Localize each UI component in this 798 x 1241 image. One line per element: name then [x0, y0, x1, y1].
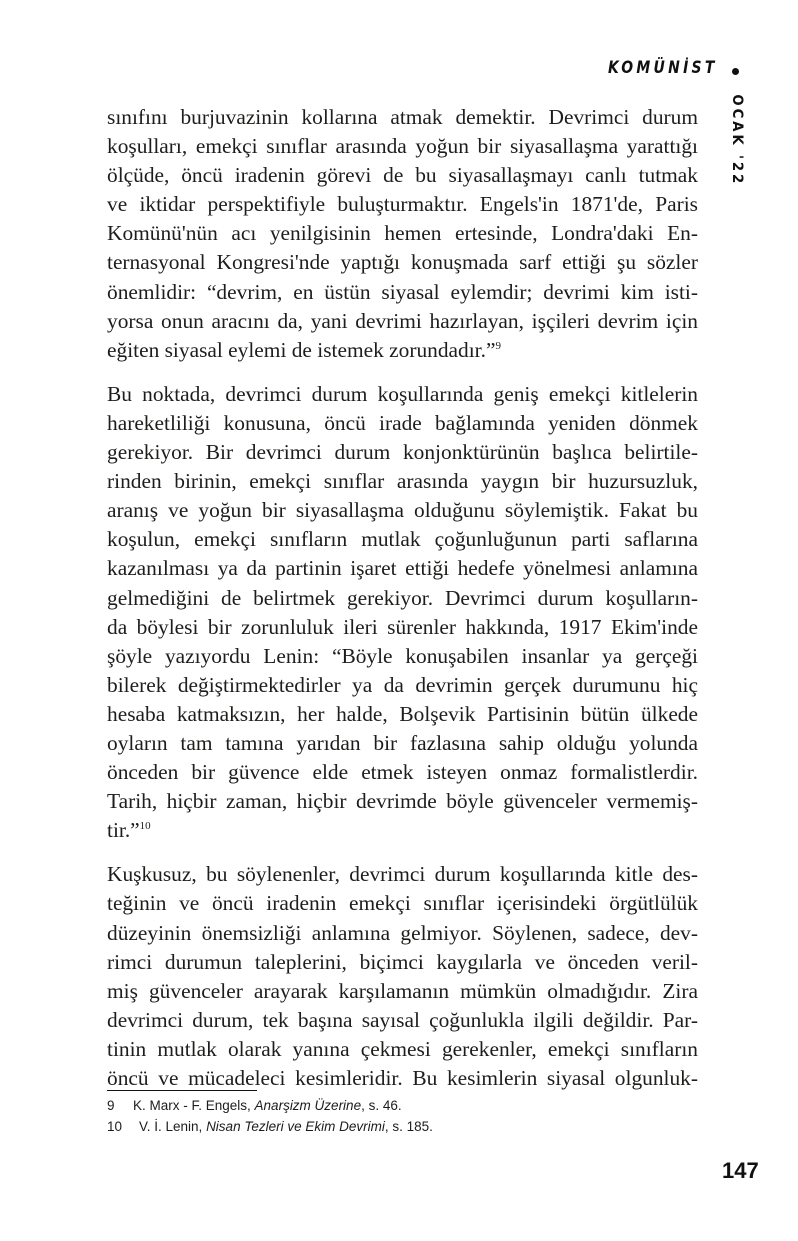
text-line: ve iktidar perspektifiyle buluşturmaktır. Engels'in 1871'de, Paris [107, 192, 698, 217]
text-line: şöyle yazıyordu Lenin: “Böyle konuşabilen insanlar ya gerçeği [107, 643, 698, 668]
text-line: eğiten siyasal eylemi de istemek zorundadır.” [107, 337, 496, 362]
text-line: hesaba katmaksızın, her halde, Bolşevik Partisinin bütün ülkede [107, 701, 698, 726]
text-line: yorsa onun aracını da, yani devrimi hazırlayan, işçileri devrim için [107, 308, 698, 333]
text-line: teğinin ve öncü iradenin emekçi sınıflar içerisindeki örgütlülük [107, 891, 698, 916]
text-line: kazanılması ya da partinin işaret ettiği hedefe yönelmesi anlamına [107, 556, 698, 581]
text-line: ternasyonal Kongresi'nde yaptığı konuşmada sarf ettiği şu sözler [107, 250, 698, 275]
header-title: KOMÜNİST [608, 58, 718, 78]
footnote-divider [107, 1090, 257, 1091]
text-line: gelmediğini de belirtmek gerekiyor. Devrimci durum koşulların- [107, 585, 698, 610]
text-line: gerekiyor. Bir devrimci durum konjonktürünün başlıca belirtile- [107, 440, 698, 465]
paragraph-3 [107, 860, 698, 1093]
footnote-ref-10[interactable]: 10 [139, 820, 151, 833]
footnote-title: Anarşizm Üzerine [254, 1098, 362, 1113]
text-line-last [107, 336, 698, 365]
footnote-author: V. İ. Lenin, [139, 1119, 207, 1134]
text-line: tinin mutlak olarak yanına çekmesi gerekenler, emekçi sınıfların [107, 1036, 698, 1061]
text-line: hareketliliği konusuna, öncü irade bağlamında yeniden dönmek [107, 410, 698, 435]
text-line: önemlidir: “devrim, en üstün siyasal eylemdir; devrimi kim isti- [107, 279, 698, 304]
footnote-author: K. Marx - F. Engels, [133, 1098, 255, 1113]
text-line: öncü ve mücadeleci kesimleridir. Bu kesimlerin siyasal olgunluk- [107, 1066, 698, 1090]
text-line: bilerek değiştirmektedirler ya da devrimin gerçek durumunu hiç [107, 672, 698, 697]
text-line: rinden birinin, emekçi sınıflar arasında yaygın bir huzursuzluk, [107, 469, 698, 494]
footnote-title: Nisan Tezleri ve Ekim Devrimi [206, 1119, 385, 1134]
paragraph-1 [107, 103, 698, 365]
side-issue-label: OCAK '22 [729, 94, 745, 187]
text-line: koşulları, emekçi sınıflar arasında yoğun bir siyasallaşma yarattığı [107, 134, 698, 159]
article-body [107, 103, 698, 1108]
text-line: devrimci durum, tek başına sayısal çoğunlukla ilgili değildir. Par- [107, 1007, 698, 1032]
text-line: miş güvenceler arayarak karşılamanın mümkün olmadığıdır. Zira [107, 978, 698, 1003]
text-line: Kuşkusuz, bu söylenenler, devrimci durum koşullarında kitle des- [107, 862, 698, 887]
footnote-number: 9 [107, 1098, 115, 1113]
text-line: sınıfını burjuvazinin kollarına atmak demektir. Devrimci durum [107, 105, 698, 129]
footnote-page: , s. 46. [361, 1098, 402, 1113]
text-line: koşulun, emekçi sınıfların mutlak çoğunluğunun parti saflarına [107, 527, 698, 552]
footnote-10 [107, 1116, 433, 1137]
footnote-number: 10 [107, 1119, 123, 1134]
header-bullet-icon [732, 68, 739, 75]
text-line: rimci durumun taleplerini, biçimci kaygılarla ve önceden veril- [107, 949, 698, 974]
text-line: ölçüde, öncü iradenin görevi de bu siyasallaşmayı canlı tutmak [107, 163, 698, 188]
text-line: düzeyinin önemsizliği anlamına gelmiyor. Söylenen, sadece, dev- [107, 920, 698, 945]
text-line: Bu noktada, devrimci durum koşullarında geniş emekçi kitlelerin [107, 381, 698, 406]
paragraph-2 [107, 380, 698, 846]
page-number: 147 [722, 1158, 759, 1183]
text-line-last [107, 816, 698, 845]
footnotes [107, 1095, 433, 1137]
text-line: tir.” [107, 818, 140, 843]
text-line: da böylesi bir zorunluluk ileri sürenler hakkında, 1917 Ekim'inde [107, 614, 698, 639]
text-line: oyların tam tamına yarıdan bir fazlasına sahip olduğu yolunda [107, 730, 698, 755]
text-line: önceden bir güvence elde etmek isteyen onmaz formalistlerdir. [107, 760, 698, 785]
text-line: Komünü'nün acı yenilgisinin hemen ertesinde, Londra'daki En- [107, 221, 698, 246]
footnote-9 [107, 1095, 433, 1116]
footnote-page: , s. 185. [384, 1119, 433, 1134]
footnote-ref-9[interactable]: 9 [495, 339, 501, 352]
text-line: aranış ve yoğun bir siyasallaşma olduğunu söylemiştik. Fakat bu [107, 498, 698, 523]
text-line: Tarih, hiçbir zaman, hiçbir devrimde böyle güvenceler vermemiş- [107, 789, 698, 814]
